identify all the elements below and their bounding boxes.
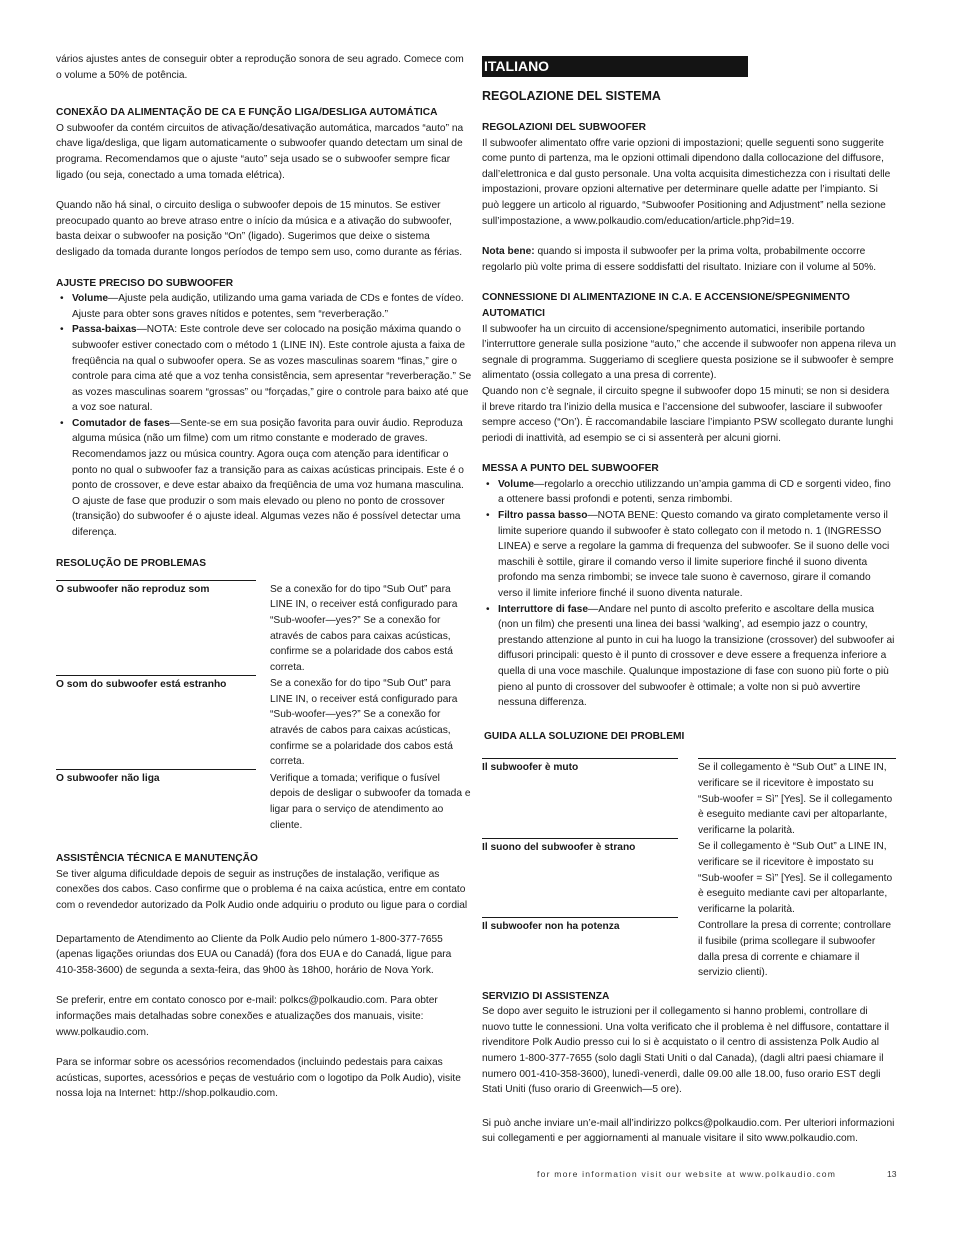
it-service-p1: Se dopo aver seguito le istruzioni per il collegamento si hanno problemi, controllare di nuovo tutte le connessioni. Una volta verificato che il problema è nel diffusore, contattare il rivenditore Polk Audio presso cui lo si è acquistato o il centro di assistenza Polk Audio al numero 1-800-377-7655 (solo dagli Stati Uniti o dal Canada), (dagli altri paesi chiamare il numero 001-410-358-3600), lunedì-venerdì, dalle 09.00 alle 18.00, fuso orario EST degli Stati Uniti (fuso orario di Greenwich—5 ore). [482,1006,889,1096]
pt-trouble-heading: RESOLUÇÃO DE PROBLEMAS [56,557,206,569]
list-item [56,291,472,322]
bullet-icon: • [486,603,490,615]
it-note [482,244,896,275]
italian-column [482,56,896,1147]
it-power-heading: CONNESSIONE DI ALIMENTAZIONE IN C.A. E ACCENSIONE/SPEGNIMENTO AUTOMATICI [482,292,850,319]
bullet-icon: • [60,293,64,305]
pt-intro: vários ajustes antes de conseguir obter a reprodução sonora de seu agrado. Comece com o volume a 50% de potência. [56,54,464,81]
solution-cell: Se a conexão for do tipo “Sub Out” para LINE IN, o receiver está configurado para “Sub-woofer—yes?” Se a conexão for através de cabos para caixas acústicas, confirme se a polaridade dos cabos está correta. [270,678,458,768]
solution-cell: Verifique a tomada; verifique o fusível depois de desligar o subwoofer da tomada e ligar para o serviço de atendimento ao cliente. [270,772,471,831]
pt-power-p2: Quando não há sinal, o circuito desliga o subwoofer depois de 15 minutos. Se estiver preocupado quanto ao breve atraso entre o início da música e a ativação do subwoofer, basta deixar o subwoofer na posição “On” (ligado). Sugerimos que deixe o sistema desligado da tomada durante longos períodos de tempo sem uso, como durante as férias. [56,200,463,258]
item-text: —Ajuste pela audição, utilizando uma gama variada de CDs e fontes de vídeo. Ajuste para obter sons graves nítidos e potentes, sem “reverberação.” [72,293,464,320]
table-row [56,581,472,676]
page-number: 13 [887,1169,897,1179]
bullet-icon: • [486,478,490,490]
bullet-icon: • [60,417,64,429]
item-text: —NOTA BENE: Questo comando va girato completamente verso il limite superiore quando il subwoofer è stato collegato con il metodo n. 1 (INGRESSO LINEA) e serve a regolare la gamma di frequenza del subwoofer. Se il suono delle voci maschili è sottile, girare il comando verso il limite superiore finché il suono diventa profondo ma senza rimbombi; se invece tale suono è cavernoso, girare il comando verso il limite inferiore finché il suono diventa naturale. [498,510,890,600]
table-row [482,838,896,917]
pt-power-p1: O subwoofer da contém circuitos de ativação/desativação automática, marcados “auto” na chave liga/desliga, que ligam automaticamente o subwoofer quando detectam um sinal de programa. Recomendamos que o ajuste “auto” seja usado se o subwoofer sempre ficar ligado (ou seja, conectado a uma tomada elétrica). [56,122,464,181]
solution-cell: Controllare la presa di corrente; controllare il fusibile (prima scollegare il subwoofer dalla presa di corrente e chiamare il servizio clienti). [698,920,892,979]
pt-service-heading: ASSISTÊNCIA TÉCNICA E MANUTENÇÃO [56,853,258,865]
solution-cell: Se a conexão for do tipo “Sub Out” para LINE IN, o receiver está configurado para “Sub-woofer—yes?” Se a conexão for através de cabos para caixas acústicas, confirme se a polaridade dos cabos está correta. [270,583,458,673]
it-fine-list [482,477,896,711]
pt-trouble-table [56,580,472,833]
table-row [56,770,472,833]
item-text: —Andare nel punto di ascolto preferito e ascoltare della musica (non un film) che presenti una linea dei bassi ‘walking’, ad esempio jazz o country, prestando attenzione al punto in cui ha luogo la transizione (crossover) del subwoofer ai diffusori principali: questo è il punto di crossover e deve essere a frequenza inferiore a quella di una voce maschile. Qualunque impostazione di fase con suono più forte o più pieno al punto di crossover del subwoofer è ottimale; a volte non si può avvertire nessuna differenza. [498,603,895,709]
it-trouble-table [482,758,896,980]
it-service-p2: Si può anche inviare un’e-mail all’indirizzo polkcs@polkaudio.com. Per ulteriori informazioni sui collegamenti e per aggiornamenti al manuale visitare il sito www.polkaudio.com. [482,1117,895,1145]
item-text: —Sente-se em sua posição favorita para ouvir áudio. Reproduza alguma música (não um filme) com um ritmo constante e moderado de graves. Recomendamos jazz ou música country. Agora ouça com atenção para identificar o ponto no qual o subwoofer faz a transição para as caixas acústicas principais. Este é o ponto de crossover, e deve estar abaixo da freqüência de uma voz humana masculina. O ajuste de fase que produzir o som mais elevado ou pleno no ponto de crossover (transição) do subwoofer é o ajuste ideal. Algumas vezes não é possível detectar uma diferença. [72,417,464,539]
note-text: quando si imposta il subwoofer per la prima volta, probabilmente occorre regolarlo più volte prima di essere soddisfatti del risultato. Iniziare con il volume al 50%. [482,246,877,273]
it-reg-heading: REGOLAZIONI DEL SUBWOOFER [482,122,646,133]
list-item [482,602,896,711]
problem-cell: O subwoofer não liga [56,770,256,833]
item-label: Volume [72,293,109,305]
item-text: —regolarlo a orecchio utilizzando un’ampia gamma di CD e sorgenti video, fino a ottenere bassi profondi e potenti, senza rimbombi. [498,478,891,506]
pt-fine-list [56,291,472,541]
it-section-title: REGOLAZIONE DEL SISTEMA [482,89,661,103]
bullet-icon: • [486,510,490,522]
item-label: Volume [498,478,535,490]
pt-service-p4: Para se informar sobre os acessórios recomendados (incluindo pedestais para caixas acústicas, suportes, acessórios e peças de vestuário com o logotipo da Polk Audio), visite nossa loja na Internet: http://shop.polkaudio.com. [56,1057,461,1100]
problem-cell: Il subwoofer è muto [482,759,678,838]
list-item [482,508,896,602]
it-power-p2: Quando non c’è segnale, il circuito spegne il subwoofer dopo 15 minuti; se non si desidera il breve ritardo tra l’inizio della musica e l’accensione del subwoofer, lasciare il subwoofer sempre acceso (“On’). È raccomandabile lasciare l’impianto PSW scollegato durante lunghi periodi di inattività, ad esempio se ci si assenterà per alcuni giorni. [482,385,894,444]
table-row [482,917,896,980]
item-label: Passa-baixas [72,324,137,336]
pt-fine-heading: AJUSTE PRECISO DO SUBWOOFER [56,277,234,289]
portuguese-column [56,52,472,1102]
it-service-heading: SERVIZIO DI ASSISTENZA [482,990,610,1002]
bullet-icon: • [60,324,64,336]
pt-power-heading: CONEXÃO DA ALIMENTAÇÃO DE CA E FUNÇÃO LIGA/DESLIGA AUTOMÁTICA [56,107,438,119]
list-item [56,322,472,416]
problem-cell: O subwoofer não reproduz som [56,581,256,676]
item-label: Comutador de fases [72,417,170,429]
problem-cell: Il suono del subwoofer è strano [482,838,678,917]
item-label: Interruttore di fase [498,603,589,615]
it-reg-p1: Il subwoofer alimentato offre varie opzioni di impostazioni; quelle seguenti sono suggerite come punto di partenza, ma le opzioni ottimali dipendono dalla collocazione del diffusore, dall’elettronica e dal gusto personale. Una volta acquisita dimestichezza con i risultati delle impostazioni, provare opzioni alternative per determinare quelle adatte per l’impianto. Si può leggere un articolo al riguardo, “Subwoofer Positioning and Adjustment” nella sezione sull’impostazione, a www.polkaudio.com/education/article.php?id=19. [482,137,891,227]
problem-cell: O som do subwoofer está estranho [56,675,256,770]
footer-text: for more information visit our website at www.polkaudio.com [537,1169,837,1179]
solution-cell: Se il collegamento è “Sub Out” a LINE IN, verificare se il ricevitore è impostato su “Sub-woofer = Sì” [Yes]. Se il collegamento è eseguito mediante cavi per altoparlante, verificarne la polarità. [698,841,893,915]
list-item [56,416,472,541]
it-fine-heading: MESSA A PUNTO DEL SUBWOOFER [482,463,659,475]
language-header-bar: ITALIANO [482,56,748,77]
table-row [56,675,472,770]
table-row [482,759,896,838]
it-trouble-heading: GUIDA ALLA SOLUZIONE DEI PROBLEMI [484,730,685,742]
note-label: Nota bene: [482,246,535,258]
problem-cell: Il subwoofer non ha potenza [482,917,678,980]
item-text: —NOTA: Este controle deve ser colocado na posição máxima quando o subwoofer estiver conectado com o método 1 (LINE IN). Este controle ajusta a faixa de freqüência na qual o subwoofer opera. Se as vozes masculinas soarem “finas,” gire o controle para cima até que a voz tenha consistência, sem apresentar “reverberação.” Se as vozes masculinas soarem “grossas” ou “forçadas,” gire o controle para baixo até que a voz soe natural. [72,324,472,414]
it-power-p1: Il subwoofer ha un circuito di accensione/spegnimento automatici, inseribile portando l’interruttore generale sulla posizione “auto,” che accende il subwoofer non appena rileva un segnale di programma. Suggeriamo di scegliere questa posizione se il subwoofer è sempre alimentato (ossia collegato a una presa di corrente). [482,323,896,382]
solution-cell: Se il collegamento è “Sub Out” a LINE IN, verificare se il ricevitore è impostato su “Sub-woofer = Sì” [Yes]. Se il collegamento è eseguito mediante cavi per altoparlante, verificarne la polarità. [698,759,896,838]
pt-service-p2: Departamento de Atendimento ao Cliente da Polk Audio pelo número 1-800-377-7655 (apenas ligações oriundas dos EUA ou Canadá) (fora dos EUA e do Canadá, ligue para 410-358-3600) de segunda a sexta-feira, das 9h00 às 18h00, horário de Nova York. [56,933,452,976]
pt-service-p1: Se tiver alguma dificuldade depois de seguir as instruções de instalação, verifique as conexões dos cabos. Caso confirme que o problema é na caixa acústica, entre em contato com o revendedor autorizado da Polk Audio onde adquiriu o produto ou ligue para o cordial [56,868,468,911]
list-item [482,477,896,508]
pt-service-p3: Se preferir, entre em contato conosco por e-mail: polkcs@polkaudio.com. Para obter informações mais detalhadas sobre conexões e atualizações dos manuais, visite: www.polkaudio.com. [56,995,438,1038]
item-label: Filtro passa basso [498,510,588,522]
